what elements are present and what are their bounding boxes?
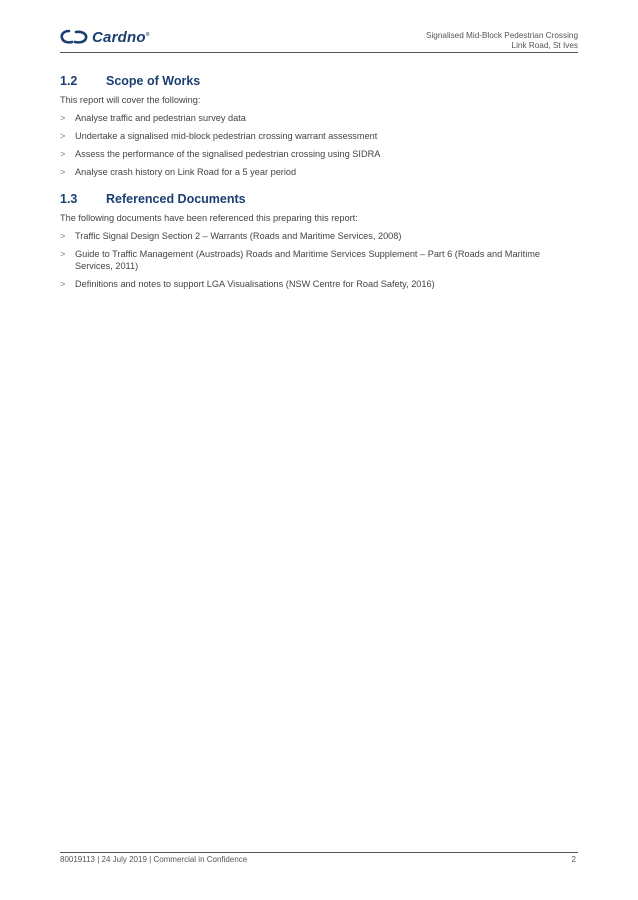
section-heading bbox=[60, 74, 578, 88]
section-referenced-documents bbox=[60, 192, 578, 290]
logo-wordmark: Cardno® bbox=[92, 28, 150, 46]
list-item: > Assess the performance of the signalised pedestrian crossing using SIDRA bbox=[60, 149, 381, 159]
list-item: > Guide to Traffic Management (Austroads) Roads and Maritime Services Supplement – Part 6 (Roads and Maritime Services, 2011) bbox=[60, 249, 541, 271]
bullet-list bbox=[60, 112, 578, 178]
list-item: > Definitions and notes to support LGA Visualisations (NSW Centre for Road Safety, 2016) bbox=[60, 279, 435, 289]
footer-divider bbox=[60, 852, 578, 853]
list-item: > Undertake a signalised mid-block pedestrian crossing warrant assessment bbox=[60, 131, 378, 141]
bullet-marker: > bbox=[60, 131, 66, 141]
list-item: > Analyse traffic and pedestrian survey data bbox=[60, 113, 246, 123]
footer-reference: 80019113 | 24 July 2019 | Commercial in Confidence bbox=[60, 855, 248, 864]
page-content bbox=[60, 74, 578, 304]
bullet-marker: > bbox=[60, 231, 66, 241]
bullet-marker: > bbox=[60, 249, 66, 259]
bullet-marker: > bbox=[60, 149, 66, 159]
section-number: 1.3 bbox=[60, 192, 78, 206]
document-title bbox=[426, 31, 578, 51]
list-item: > Analyse crash history on Link Road for a 5 year period bbox=[60, 167, 297, 177]
cardno-swoosh-icon bbox=[60, 29, 88, 45]
bullet-marker: > bbox=[60, 113, 66, 123]
bullet-marker: > bbox=[60, 167, 66, 177]
section-intro: This report will cover the following: bbox=[60, 95, 201, 105]
page-number: 2 bbox=[571, 855, 576, 864]
document-title-line-1: Signalised Mid-Block Pedestrian Crossing bbox=[426, 31, 578, 40]
cardno-logo bbox=[60, 27, 150, 47]
document-title-line-2: Link Road, St Ives bbox=[511, 41, 578, 50]
section-number: 1.2 bbox=[60, 74, 78, 88]
bullet-marker: > bbox=[60, 279, 66, 289]
section-intro: The following documents have been referenced this preparing this report: bbox=[60, 213, 358, 223]
section-title: Scope of Works bbox=[106, 74, 201, 88]
bullet-list bbox=[60, 230, 578, 290]
section-title: Referenced Documents bbox=[106, 192, 246, 206]
section-heading bbox=[60, 192, 578, 206]
section-scope-of-works bbox=[60, 74, 578, 178]
list-item: > Traffic Signal Design Section 2 – Warrants (Roads and Maritime Services, 2008) bbox=[60, 231, 402, 241]
header-divider bbox=[60, 52, 578, 53]
